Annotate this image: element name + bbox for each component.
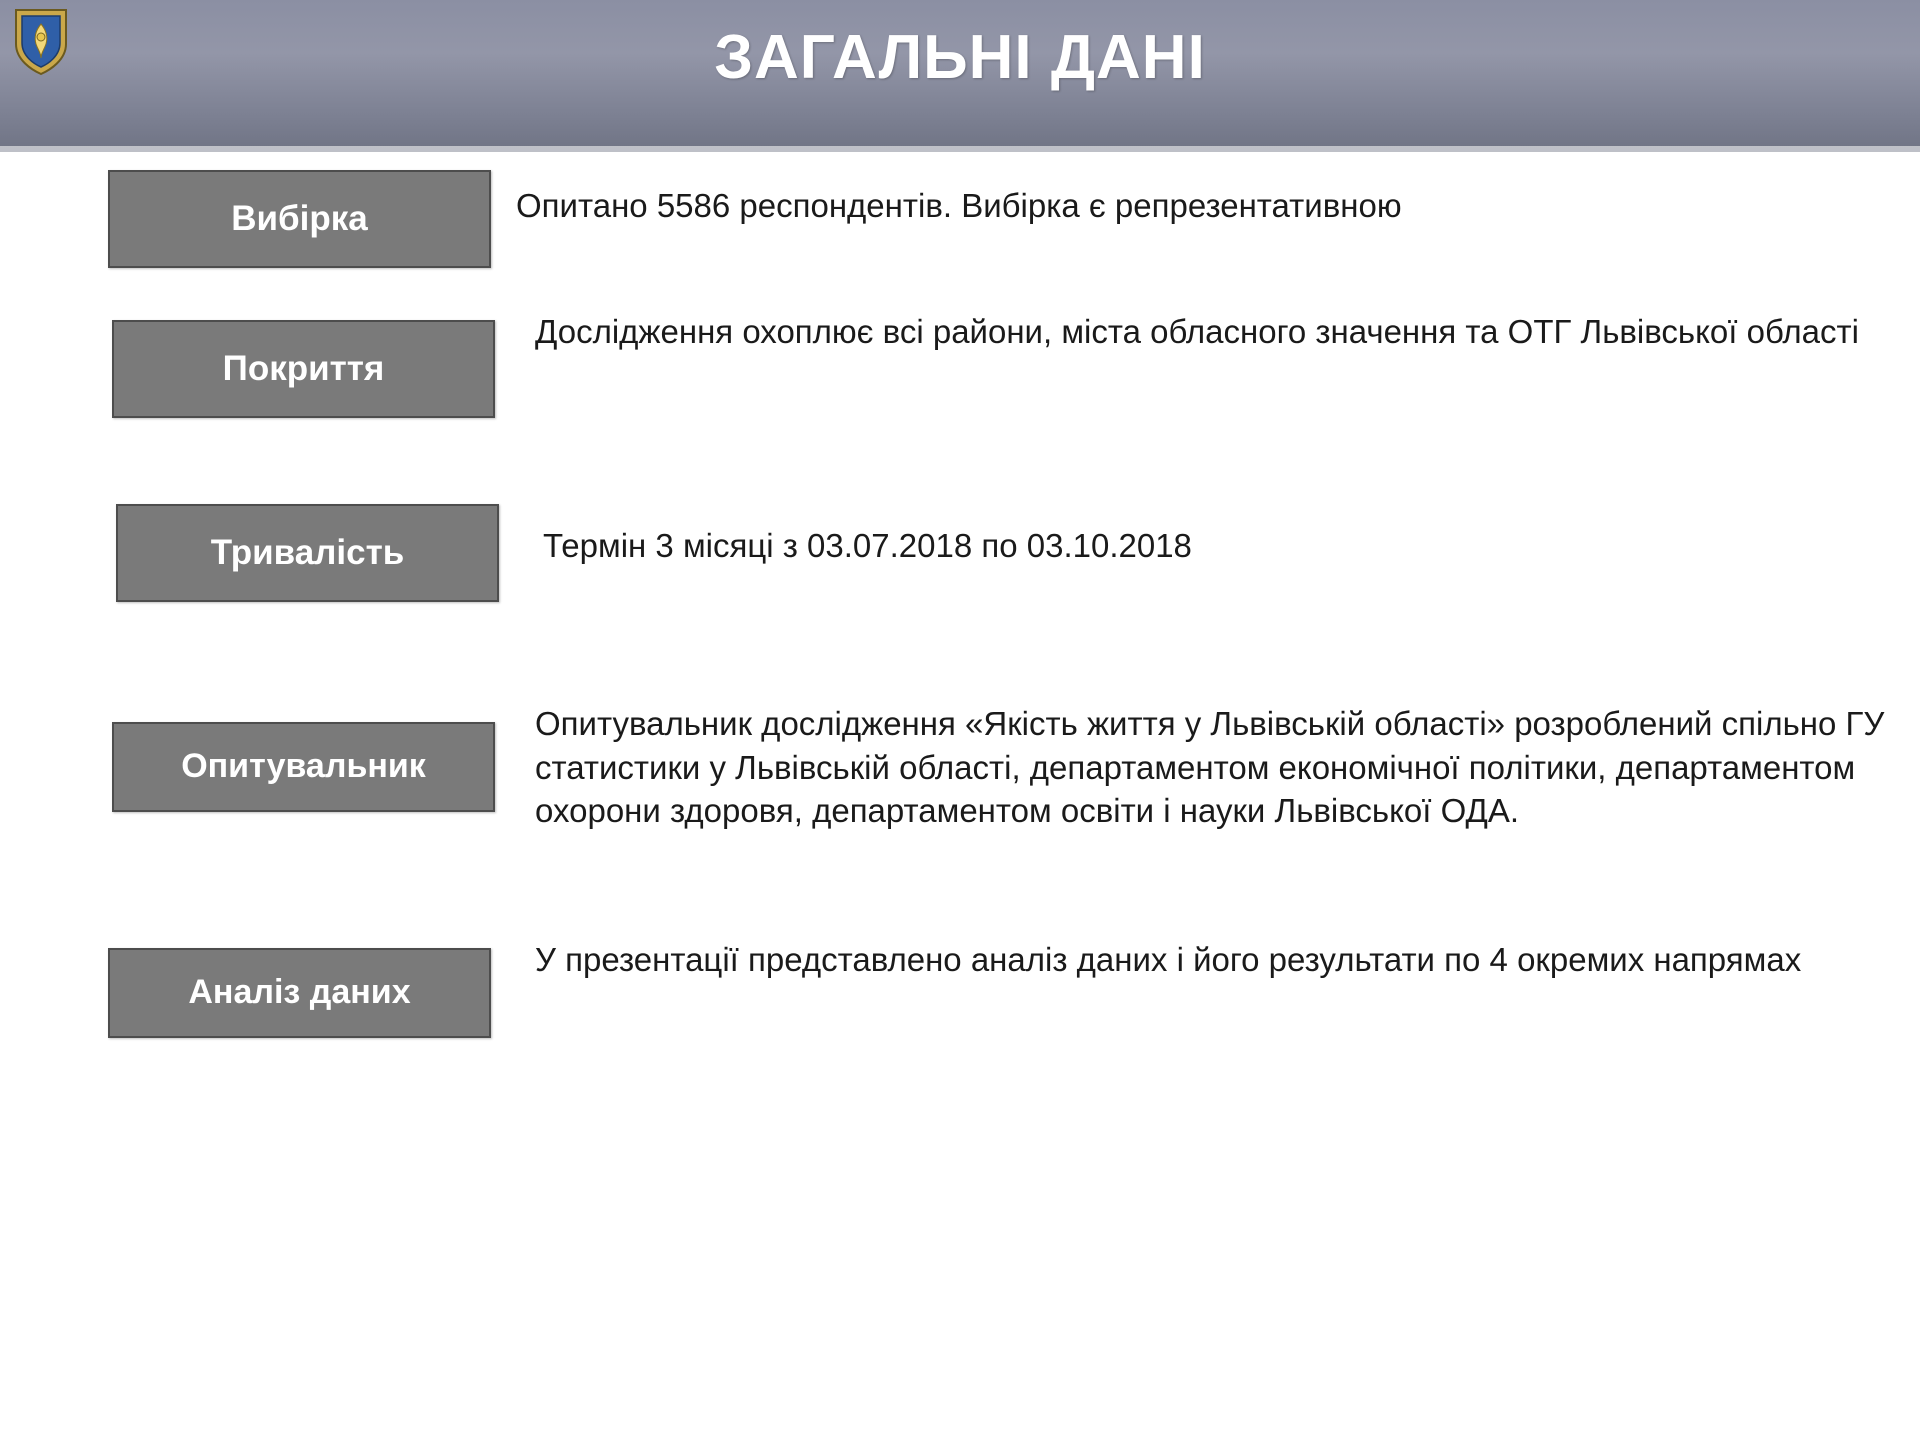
slide-header-band [0, 0, 1920, 152]
tag-duration: Тривалість [116, 504, 499, 602]
description-questionnaire: Опитувальник дослідження «Якість життя у Львівській області» розроблений спільно ГУ статистики у Львівській області, департаментом економічної політики, департаментом охорони здоровя, департаментом освіти і науки Львівської ОДА. [535, 705, 1885, 830]
description-coverage: Дослідження охоплює всі райони, міста обласного значення та ОТГ Львівської області [535, 313, 1859, 350]
tag-sample: Вибірка [108, 170, 491, 268]
description-duration: Термін 3 місяці з 03.07.2018 по 03.10.2018 [543, 527, 1192, 564]
tag-analysis: Аналіз даних [108, 948, 491, 1038]
slide-content [0, 152, 1920, 1440]
tag-coverage: Покриття [112, 320, 495, 418]
tag-questionnaire: Опитувальник [112, 722, 495, 812]
description-analysis: У презентації представлено аналіз даних і його результати по 4 окремих напрямах [535, 941, 1802, 978]
description-sample: Опитано 5586 респондентів. Вибірка є репрезентативною [516, 187, 1402, 224]
page-title: ЗАГАЛЬНІ ДАНІ [714, 23, 1206, 92]
